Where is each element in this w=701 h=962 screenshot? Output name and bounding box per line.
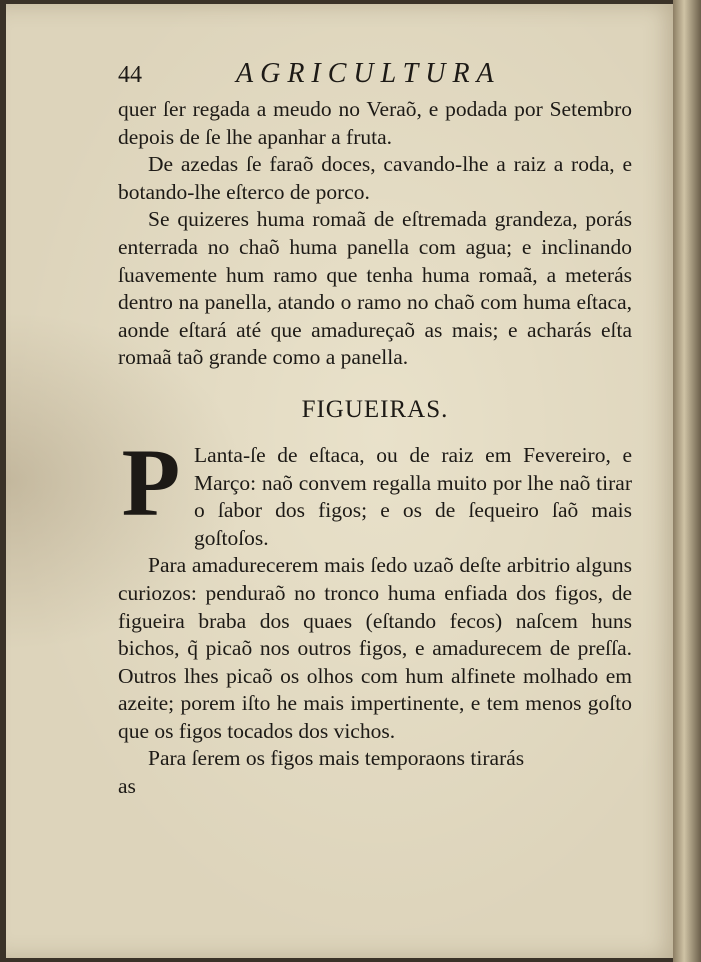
book-page — [6, 4, 684, 958]
running-title: AGRICULTURA — [236, 58, 501, 89]
figueiras-paragraph-1: Lanta-ſe de eſtaca, ou de raiz em Fevereiro, e Março: naõ convem regalla muito por lhe naõ tirar o ſabor dos figos; e os de ſequeiro ſaõ mais goſtoſos. — [194, 442, 632, 550]
page-header — [118, 58, 632, 96]
page-text-block — [118, 58, 632, 801]
book-edge — [673, 0, 701, 962]
page-number: 44 — [118, 62, 142, 88]
paragraph-2: De azedas ſe faraõ doces, cavando-lhe a raiz a roda, e botando-lhe eſterco de porco. — [118, 152, 632, 204]
drop-cap: P — [121, 428, 181, 536]
figueiras-paragraph-3: Para ſerem os figos mais temporaons tirarás — [148, 746, 525, 771]
figueiras-first-paragraph — [118, 428, 632, 552]
paragraph-1: quer ſer regada a meudo no Veraõ, e podada por Setembro depois de ſe lhe apanhar a fruta. — [118, 97, 632, 149]
section-title: FIGUEIRAS. — [301, 395, 449, 423]
paragraph-3: Se quizeres huma romaã de eſtremada grandeza, porás enterrada no chaõ huma panella com agua; e inclinando ſuavemente hum ramo que tenha huma romaã, a meterás dentro na panella, atando o ramo no chaõ com huma eſtaca, aonde eſtará até que amadureçaõ as mais; e acharás eſta romaã taõ grande como a panella. — [118, 207, 632, 370]
figueiras-paragraph-2: Para amadurecerem mais ſedo uzaõ deſte arbitrio alguns curiozos: penduraõ no tronco huma enfiada dos figos, de figueira braba dos quaes (eſtando fecos) naſcem huns bichos, q̃ picaõ nos outros figos, e amadurecem de preſſa. Outros lhes picaõ os olhos com hum alfinete molhado em azeite; porem iſto he mais impertinente, e tem menos goſto que os figos tocados dos vichos. — [118, 553, 632, 743]
catchword: as — [118, 774, 136, 799]
